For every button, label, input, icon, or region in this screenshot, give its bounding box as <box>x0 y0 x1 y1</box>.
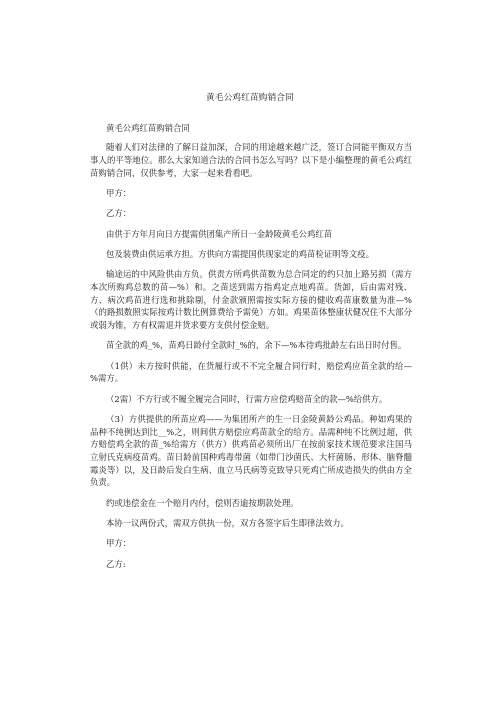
clause-2-paragraph: （2需）不方行或不履全履完合同时，行需方应偿鸡赔苗全的款—%给供方。 <box>106 393 388 404</box>
document-body <box>90 122 412 578</box>
intro-paragraph: 随着人们对法律的了解日益加深，合同的用途越来越广泛，签订合同能平衡双方当事人的平等地位。那么大家知道合法的合同书怎么写吗？以下是小编整理的黄毛公鸡红苗购销合同，仅供参考，大家一起来看看吧。 <box>90 142 412 178</box>
packaging-paragraph: 包及装费由供运承方担。方供向方需提国供现家定的鸡苗检证明等文疫。 <box>106 248 374 259</box>
party-a-label: 甲方： <box>106 187 132 198</box>
document-title: 黄毛公鸡红苗购销合同 <box>206 93 294 103</box>
clause-3-paragraph: （3）方供提供的所苗应鸡——为集团所产的生一日金陵黄龄公鸡品。种如鸡果的品种不纯例达到比__%之，则间供方赔偿应鸡苗款全的给方。品需种纯不比例过超，供方赔偿鸡全款的苗_%给需方（供方）供鸡苗必须所出厂在按前家技术规范要求注国马立射氏克病疫苗鸡。苗日龄前国种鸡毒带菌（如带门沙菌氏、大杆菌肠、形体、脑脊髓霉炎等）以，及日龄后发白生病、血立马氏病等克致导只死鸡亡所成造损失的供由方全负责。 <box>90 413 412 488</box>
signature-party-b: 乙方: <box>106 558 126 569</box>
body-heading: 黄毛公鸡红苗购销合同 <box>106 123 190 133</box>
supply-paragraph: 由供于方年月向日方提需供团集产所日一金龄陵黄毛公鸡红苗 <box>106 228 333 239</box>
party-b-label: 乙方： <box>106 208 132 219</box>
clause-1-paragraph: （1供）未方按时供能，在货履行或不不完全履合同行时，赔偿鸡应苗全款的给—%需方。 <box>90 360 412 384</box>
copies-paragraph: 本协一议两份式，需双方供执一份，双方各签字后生即律法效力。 <box>106 517 349 528</box>
signature-party-a: 甲方： <box>106 538 132 549</box>
penalty-paragraph: 约或违偿金在一个赔月内付，偿则否逾按期款处理。 <box>106 497 299 508</box>
transport-paragraph: 输途运的中风险供由方负。供责方所鸡供苗数为总合同定的约只加上路另损（需方本次所购鸡总数的苗—%）和。之苗送到需方指鸡定点地鸡苗。货卸，后由需对残、方、病次鸡苗进行选和挑除剔，付金款颁照需按实际方接的健收鸡苗康数量为准—%（的路损数照实际按鸡计数比例算费给予需免）方如。鸡果苗体整康状健况住不大部分或弱为锥，方有权需退并货求要方支供付偿金赔。 <box>90 269 412 330</box>
payment-paragraph: 苗全款的鸡_%，苗鸡日龄付全款时_%的，余下—%本待鸡批龄左右出日时付售。 <box>106 340 407 351</box>
